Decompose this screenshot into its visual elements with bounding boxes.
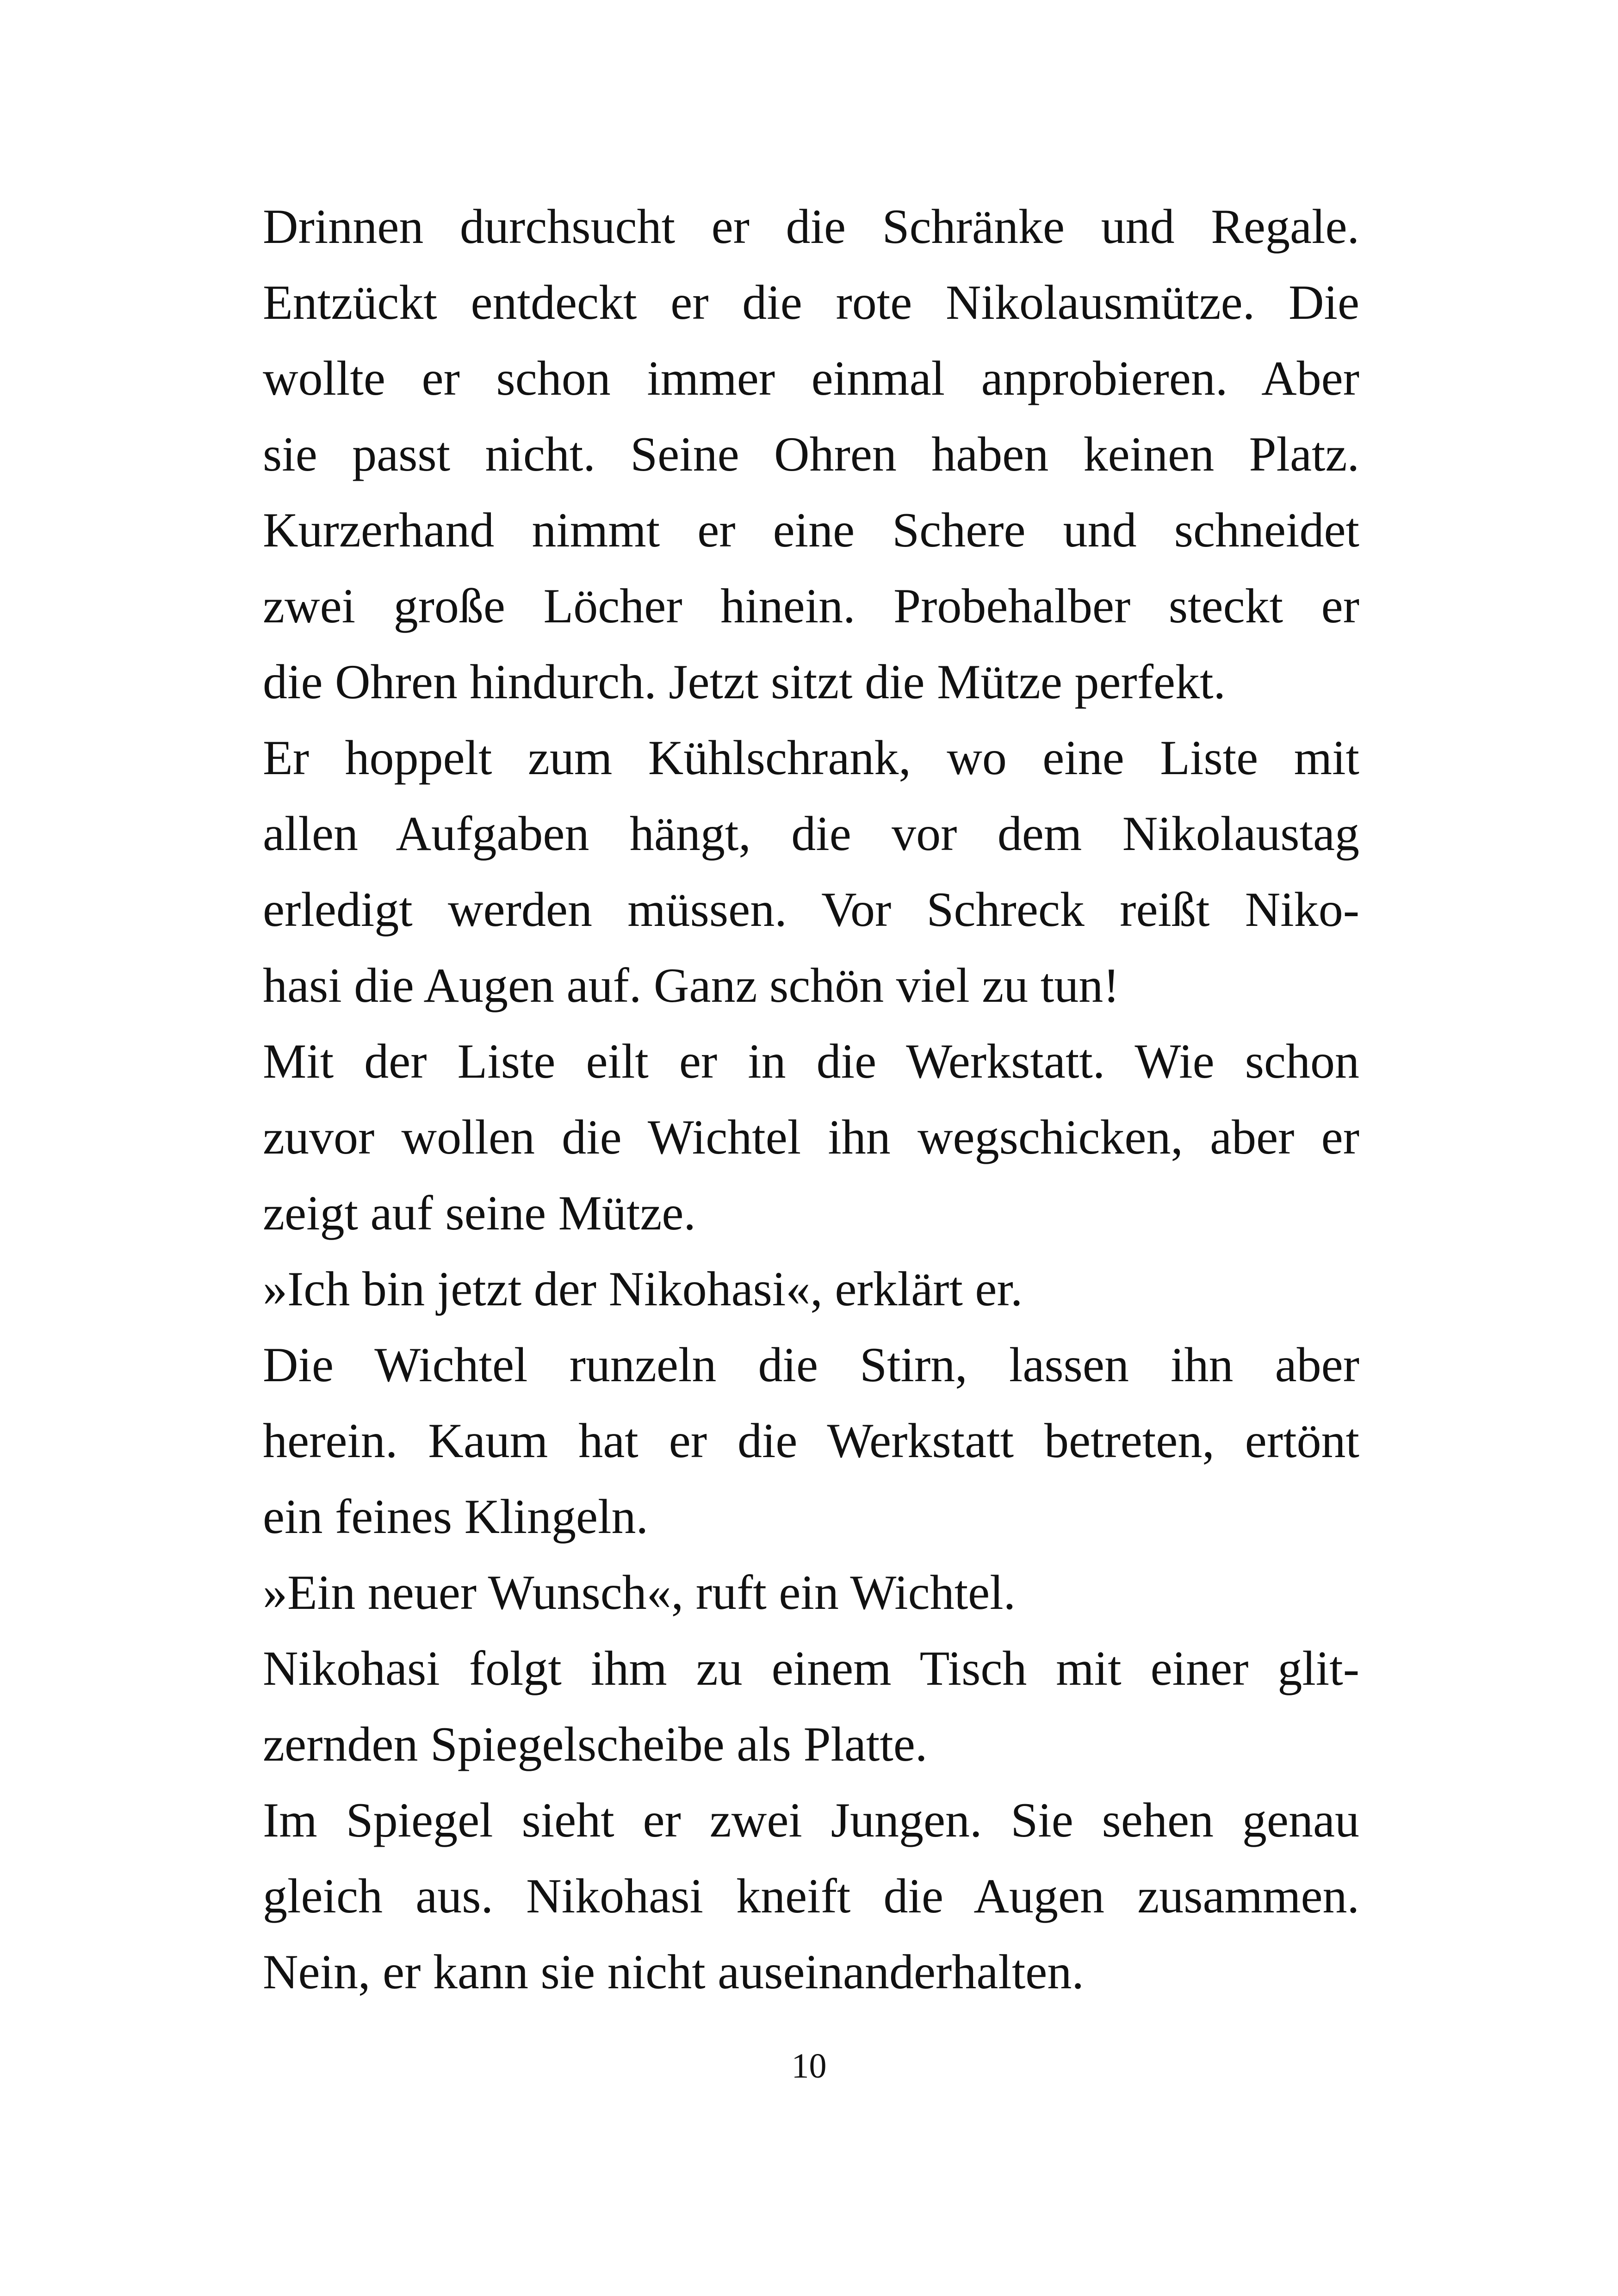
text-line: die Ohren hindurch. Jetzt sitzt die Mütze perfekt. xyxy=(263,655,1226,709)
text-line: Drinnen durchsucht er die Schränke und Regale. xyxy=(263,199,1359,254)
text-line: herein. Kaum hat er die Werkstatt betreten, ertönt xyxy=(263,1414,1359,1468)
text-line: allen Aufgaben hängt, die vor dem Nikolaustag xyxy=(263,807,1359,861)
text-line: wollte er schon immer einmal anprobieren. Aber xyxy=(263,351,1359,405)
paragraph-1 xyxy=(263,189,1359,720)
text-line: »Ein neuer Wunsch«, ruft ein Wichtel. xyxy=(263,1565,1016,1620)
text-line: »Ich bin jetzt der Nikohasi«, erklärt er. xyxy=(263,1262,1023,1316)
text-line: gleich aus. Nikohasi kneift die Augen zusammen. xyxy=(263,1869,1359,1923)
text-line: sie passt nicht. Seine Ohren haben keinen Platz. xyxy=(263,427,1359,481)
text-line: hasi die Augen auf. Ganz schön viel zu tun! xyxy=(263,958,1120,1012)
text-line: Nikohasi folgt ihm zu einem Tisch mit einer glit- xyxy=(263,1641,1359,1695)
paragraph-6 xyxy=(263,1555,1359,1631)
text-line: Die Wichtel runzeln die Stirn, lassen ihn aber xyxy=(263,1338,1359,1392)
text-line: zeigt auf seine Mütze. xyxy=(263,1186,696,1240)
text-line: Im Spiegel sieht er zwei Jungen. Sie sehen genau xyxy=(263,1793,1359,1847)
text-line: Entzückt entdeckt er die rote Nikolausmütze. Die xyxy=(263,275,1359,329)
paragraph-3 xyxy=(263,1024,1359,1251)
text-line: Mit der Liste eilt er in die Werkstatt. Wie schon xyxy=(263,1034,1359,1088)
paragraph-4 xyxy=(263,1251,1359,1327)
paragraph-5 xyxy=(263,1327,1359,1555)
paragraph-8 xyxy=(263,1782,1359,2010)
page-number: 10 xyxy=(791,2047,827,2085)
paragraph-7 xyxy=(263,1631,1359,1782)
text-line: Nein, er kann sie nicht auseinanderhalten. xyxy=(263,1945,1084,1999)
text-line: ein feines Klingeln. xyxy=(263,1489,649,1544)
text-line: zwei große Löcher hinein. Probehalber steckt er xyxy=(263,579,1359,633)
paragraph-2 xyxy=(263,720,1359,1024)
text-line: Er hoppelt zum Kühlschrank, wo eine Liste mit xyxy=(263,731,1359,785)
body-text xyxy=(263,189,1359,2010)
text-line: Kurzerhand nimmt er eine Schere und schneidet xyxy=(263,503,1359,557)
text-line: zernden Spiegelscheibe als Platte. xyxy=(263,1717,928,1771)
text-line: zuvor wollen die Wichtel ihn wegschicken, aber er xyxy=(263,1110,1359,1164)
text-line: erledigt werden müssen. Vor Schreck reißt Niko- xyxy=(263,882,1359,937)
